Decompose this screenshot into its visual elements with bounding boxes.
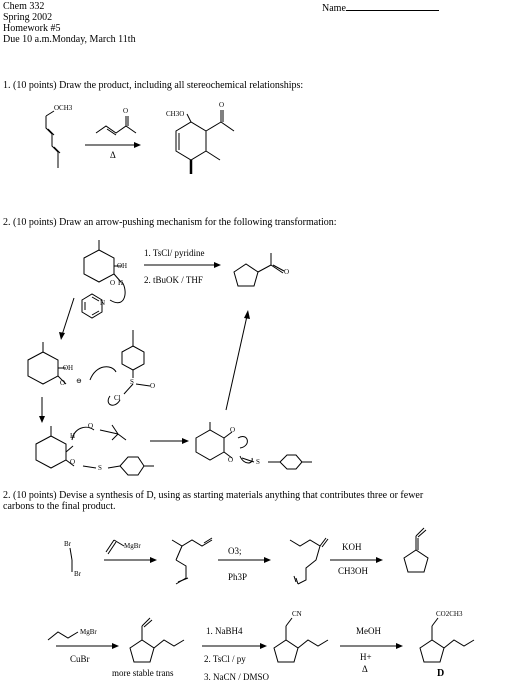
q3-propyl-grignard xyxy=(48,632,78,640)
q2-tscl-o: O xyxy=(150,382,156,390)
q2-tosyl-chloride xyxy=(122,330,150,394)
q2-curved-arrow-2 xyxy=(90,367,116,380)
question-3-prompt-line1: 2. (10 points) Devise a synthesis of D, using as starting materials anything that contributes three or fewer xyxy=(3,490,424,501)
q2-tbuo-o: O xyxy=(88,422,94,430)
q1-diene xyxy=(46,111,60,168)
q2-inter-o: O xyxy=(230,426,236,434)
q3-compound-d: D xyxy=(437,668,445,679)
term: Spring 2002 xyxy=(3,12,53,23)
q2-curved-arrow-5 xyxy=(238,437,247,448)
q2-inter-s: S xyxy=(256,458,260,466)
mech-arrow-4 xyxy=(226,316,247,410)
q3-stable-trans: more stable trans xyxy=(112,668,174,678)
q3-ozone: O3; xyxy=(228,546,242,556)
q2-inter-o2: O xyxy=(228,456,234,464)
q3-allyl-grignard xyxy=(106,540,124,554)
q3-cn: CN xyxy=(292,610,302,618)
q2-h-label: H xyxy=(118,279,124,287)
q3-br-bottom: Br xyxy=(74,570,81,578)
q2-tosylate-h: H xyxy=(70,432,76,440)
q3-aldehyde-trans xyxy=(130,618,184,662)
q3-nabh4: 1. NaBH4 xyxy=(206,626,243,636)
q3-ph3p: Ph3P xyxy=(228,572,248,582)
q2-product-ketone xyxy=(234,253,284,286)
q2-tosylate xyxy=(36,425,154,475)
q3-dibromide xyxy=(70,548,72,572)
q3-cubr: CuBr xyxy=(70,654,90,664)
q2-step2: 2. tBuOK / THF xyxy=(144,275,203,285)
q2-ketone-o: O xyxy=(284,268,290,276)
assignment: Homework #5 xyxy=(3,23,61,34)
q3-delta: Δ xyxy=(362,664,368,674)
q3-diene xyxy=(172,538,212,584)
q3-enal xyxy=(404,528,428,572)
q2-alkoxide xyxy=(28,342,66,384)
q3-ester: CO2CH3 xyxy=(436,610,463,618)
q1-product-methoxy: CH3O xyxy=(166,110,185,118)
q2-pyridine xyxy=(82,294,102,318)
q1-dienophile-carbonyl: O xyxy=(123,107,129,115)
question-2-prompt: 2. (10 points) Draw an arrow-pushing mechanism for the following transformation: xyxy=(3,217,337,228)
course-title: Chem 332 xyxy=(3,1,45,12)
q2-tosylate-s: S xyxy=(98,464,102,472)
q1-heat: Δ xyxy=(110,150,116,160)
q3-meoh: MeOH xyxy=(356,626,381,636)
q1-product-carbonyl: O xyxy=(219,101,225,109)
q2-oh-label: OH xyxy=(117,262,128,270)
q3-tscl-py: 2. TsCl / py xyxy=(204,654,246,664)
q3-nitrile xyxy=(274,618,328,662)
q2-diol xyxy=(84,240,121,282)
q3-nacn: 3. NaCN / DMSO xyxy=(204,672,270,682)
question-1-prompt: 1. (10 points) Draw the product, including all stereochemical relationships: xyxy=(3,80,304,91)
q1-dienophile xyxy=(96,116,136,135)
mech-arrow-1 xyxy=(62,298,74,335)
q2-pyridine-n: N xyxy=(100,299,106,307)
due-date: Due 10 a.m.Monday, March 11th xyxy=(3,34,136,45)
q3-br-top: Br xyxy=(64,540,71,548)
q3-mgbr-2: MgBr xyxy=(80,628,97,636)
q3-dialdehyde xyxy=(290,538,328,584)
q3-ch3oh: CH3OH xyxy=(338,566,369,576)
question-3-prompt-line2: carbons to the final product. xyxy=(3,501,116,512)
q2-alkoxide-oh: OH xyxy=(63,364,74,372)
q2-tscl-s: S xyxy=(130,378,134,386)
q3-mgbr-1: MgBr xyxy=(124,542,141,550)
q2-tosylate-o: O xyxy=(70,458,76,466)
q2-step1: 1. TsCl/ pyridine xyxy=(144,248,205,258)
name-label: Name xyxy=(322,3,346,14)
q2-rearrangement xyxy=(196,422,312,469)
q2-o-label: O xyxy=(110,279,116,287)
q3-koh: KOH xyxy=(342,542,362,552)
q2-alkoxide-charge: ⊖ xyxy=(76,377,82,385)
q3-product-d xyxy=(420,618,474,662)
q2-alkoxide-o: O xyxy=(60,379,66,387)
q1-methoxy-label: OCH3 xyxy=(54,104,73,112)
q2-tscl-cl: Cl xyxy=(114,394,121,402)
q1-product xyxy=(176,110,234,174)
q3-hplus: H+ xyxy=(360,652,372,662)
